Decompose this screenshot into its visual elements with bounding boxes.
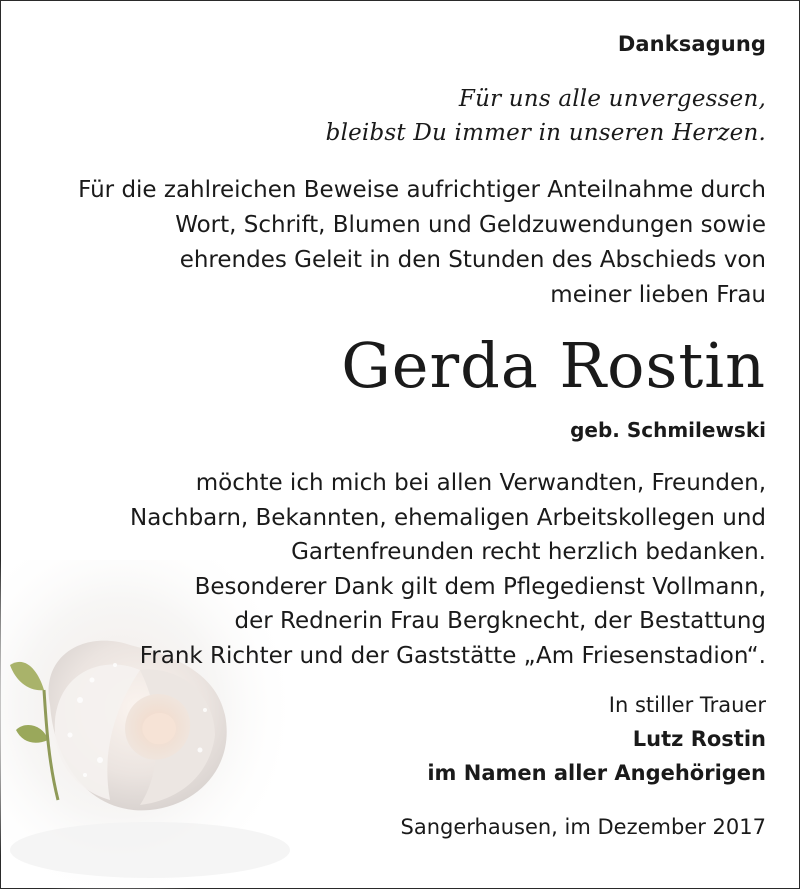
motto: [326, 82, 766, 150]
gratitude-line: Nachbarn, Bekannten, ehemaligen Arbeitskollegen und: [130, 504, 766, 531]
motto-line: bleibst Du immer in unseren Herzen.: [325, 120, 766, 146]
gratitude-line: Frank Richter und der Gaststätte „Am Friesenstadion“.: [139, 642, 766, 669]
gratitude-line: Gartenfreunden recht herzlich bedanken.: [291, 539, 766, 565]
gratitude-line: der Rednerin Frau Bergknecht, der Bestattung: [234, 608, 766, 634]
thanks-line: ehrendes Geleit in den Stunden des Abschieds von: [179, 247, 766, 273]
thanks-line: Wort, Schrift, Blumen und Geldzuwendungen sowie: [175, 212, 766, 238]
birth-name: geb. Schmilewski: [570, 418, 766, 442]
place-and-date: Sangerhausen, im Dezember 2017: [400, 815, 766, 839]
closing-block: [427, 688, 766, 790]
thanks-line: meiner lieben Frau: [550, 282, 766, 308]
thanks-line: Für die zahlreichen Beweise aufrichtiger Anteilnahme durch: [78, 177, 766, 203]
deceased-name: Gerda Rostin: [341, 329, 766, 402]
signer-name: Lutz Rostin: [632, 727, 766, 751]
notice-heading: Danksagung: [617, 32, 766, 56]
motto-line: Für uns alle unvergessen,: [458, 86, 766, 112]
signer-family: im Namen aller Angehörigen: [427, 761, 766, 785]
thanks-paragraph: [78, 173, 766, 313]
gratitude-line: möchte ich mich bei allen Verwandten, Freunden,: [195, 470, 766, 496]
gratitude-line: Besonderer Dank gilt dem Pflegedienst Vollmann,: [194, 573, 766, 600]
closing-phrase: In stiller Trauer: [608, 693, 766, 717]
gratitude-paragraph: [130, 466, 766, 673]
